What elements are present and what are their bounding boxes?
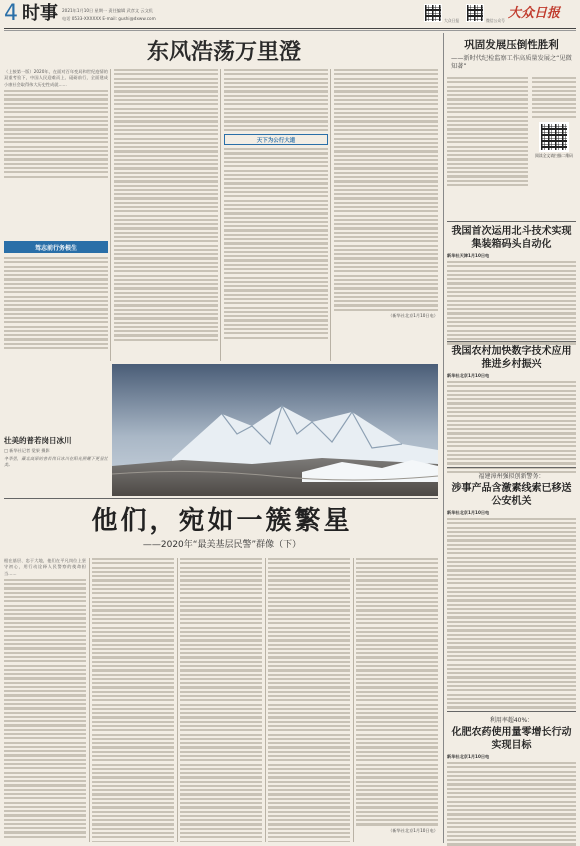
page-number: 4 [4, 1, 18, 26]
story2-title: 我国首次运用北斗技术实现集装箱码头自动化 [451, 226, 572, 250]
sidebar-story-5 [447, 715, 576, 843]
meta-line-2: 电话 0533-XXXXXX E-mail: gushi@dxww.com [62, 16, 156, 21]
page-header [0, 0, 580, 32]
article1-dateline: （新华社北京1月10日电） [388, 312, 438, 318]
article1-col-1b [4, 257, 108, 361]
story1-title: 巩固发展压倒性胜利 [464, 39, 559, 51]
article2-lead: 根在基层、忠于大地，他们在平凡岗位上坚守初心，用行动诠释人民警察的使命担当…… [4, 558, 86, 576]
story1-qr-label: 阅读全文请扫描二维码 [535, 152, 573, 158]
article1-col-1 [4, 69, 108, 243]
story5-dateline: 新华社北京1月10日电 [447, 754, 490, 759]
sidebar-story-2 [447, 225, 576, 339]
article2-title: 他们，宛如一簇繁星 [91, 506, 353, 536]
story2-dateline: 新华社天津1月10日电 [447, 253, 490, 258]
glacier-photo [112, 364, 438, 496]
article1-lead: （上接第一版）2020年，在面对百年变局和世纪疫情的双重考验下，中国人民迎难而上、砥砺前行，全面建成小康社会取得伟大历史性成就…… [4, 69, 108, 87]
story4-title: 涉事产品含激素线索已移送公安机关 [451, 483, 572, 507]
story1-subtitle: ——新时代纪检监察工作高质量发展之“见微知著” [451, 55, 572, 70]
article1-kicker-box [224, 134, 328, 145]
masthead-logo: 大众日报 [508, 6, 561, 21]
story5-kicker: 利用率超40%： [489, 717, 534, 724]
article2-col-3 [180, 558, 262, 842]
article1-kicker: 天下为公行大道 [256, 137, 296, 144]
article1-title: 东风浩荡万里澄 [146, 39, 301, 65]
photo-glacier [112, 364, 438, 496]
app-qr-2 [466, 4, 484, 22]
article2-dateline: （新华社北京1月10日电） [388, 827, 438, 833]
article1-subhead: 驾志前行务根生 [34, 244, 77, 252]
article1-col-3 [224, 69, 328, 361]
story4-kicker: 福建漳州强拟创新警务： [478, 473, 545, 480]
sidebar-story-3 [447, 345, 576, 465]
story1-qr-code[interactable] [539, 122, 569, 152]
article2-col-2 [92, 558, 174, 842]
article2-col-4 [268, 558, 350, 842]
article2-col-5 [356, 558, 438, 842]
story3-title: 我国农村加快数字技术应用推进乡村振兴 [451, 346, 572, 370]
sidebar [447, 33, 576, 844]
app-label-2: 微信公众号 [486, 18, 505, 23]
app-qr-1 [424, 4, 442, 22]
article-east-wind [4, 33, 440, 363]
section-title: 时事 [22, 3, 58, 24]
article1-subhead-box [4, 241, 108, 253]
sidebar-story-4 [447, 471, 576, 709]
article2-col-1 [4, 558, 86, 842]
photo-caption-note: 冬季里，藏北高原的普若岗日冰川在阳光照耀下更显壮美。 [4, 456, 108, 468]
sidebar-story-1 [447, 33, 576, 219]
meta-line-1: 2021年1月10日 星期一 责任编辑 武彦文 云文仉 [62, 8, 153, 13]
photo-caption-title: 壮美的普若岗日冰川 [4, 436, 72, 445]
story3-dateline: 新华社北京1月10日电 [447, 373, 490, 378]
photo-caption-credit: □ 新华社记者 觉果 摄影 [4, 448, 50, 453]
story4-dateline: 新华社北京1月10日电 [447, 510, 490, 515]
article-stars [4, 500, 440, 844]
article2-subtitle: ——2020年“最美基层民警”群像（下） [142, 540, 302, 550]
photo-caption [4, 436, 108, 496]
app-label-1: 大众日报 [444, 18, 460, 23]
article1-col-4 [334, 69, 438, 361]
story5-title: 化肥农药使用量零增长行动实现目标 [451, 727, 572, 751]
article1-col-2 [114, 69, 218, 361]
